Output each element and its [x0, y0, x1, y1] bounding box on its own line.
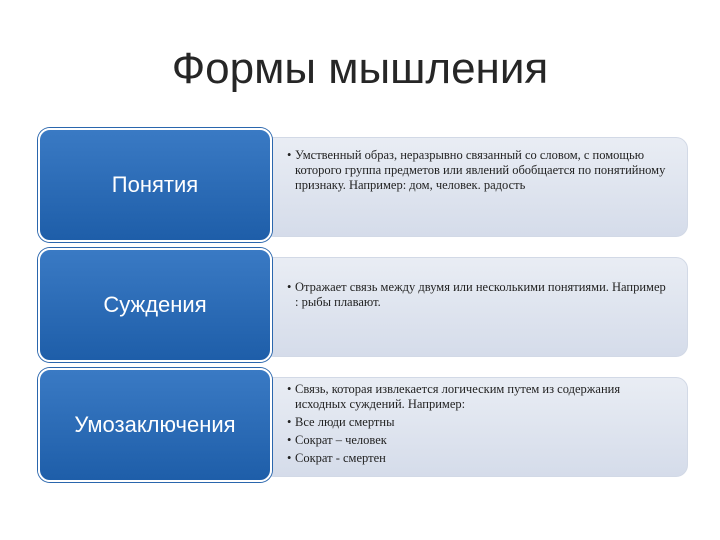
inference-bullet-1: • Связь, которая извлекается логическим путем из содержания исходных суждений. Например:	[287, 382, 671, 412]
inference-label-box	[38, 368, 272, 482]
judgment-description-box	[262, 257, 688, 357]
slide-title: Формы мышления	[171, 44, 549, 93]
concept-description: • Умственный образ, неразрывно связанный со словом, с помощью которого группа предметов или явлений обобщается по понятийному признаку. Например: дом, человек. радость	[287, 148, 671, 193]
concept-description-box	[262, 137, 688, 237]
concept-label-box	[38, 128, 272, 242]
inference-bullet-4: • Сократ - смертен	[287, 451, 671, 466]
judgment-label-box	[38, 248, 272, 362]
judgment-description: • Отражает связь между двумя или несколькими понятиями. Например : рыбы плавают.	[287, 280, 671, 310]
inference-bullet-3: • Сократ – человек	[287, 433, 671, 448]
judgment-label: Суждения	[103, 292, 207, 317]
inference-bullet-2: • Все люди смертны	[287, 415, 671, 430]
inference-label: Умозаключения	[74, 412, 236, 437]
inference-description-box	[262, 377, 688, 477]
concept-label: Понятия	[111, 172, 199, 197]
